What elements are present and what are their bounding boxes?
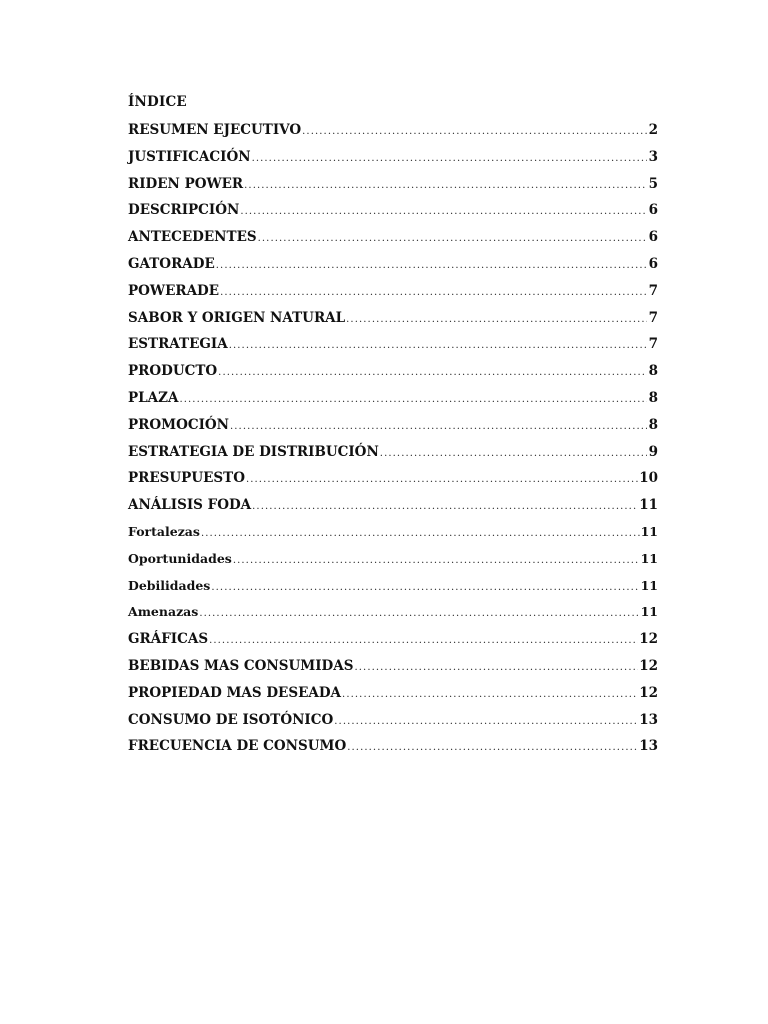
toc-entry <box>128 573 658 600</box>
toc-entry-page-number: 8 <box>648 389 658 406</box>
toc-entry <box>128 599 658 626</box>
toc-entry-label: RESUMEN EJECUTIVO <box>128 122 302 138</box>
toc-entry <box>128 305 658 332</box>
toc-dot-leader <box>346 305 647 334</box>
toc-entry-page-number: 6 <box>648 229 658 246</box>
toc-entry-label: FRECUENCIA DE CONSUMO <box>128 738 347 755</box>
toc-dot-leader <box>380 439 647 468</box>
toc-entry-label: ESTRATEGIA <box>128 336 228 353</box>
toc-dot-leader <box>334 707 638 736</box>
toc-entry <box>128 519 658 546</box>
toc-entry-page-number: 5 <box>648 175 658 192</box>
toc-entry-label: CONSUMO DE ISOTÓNICO <box>128 711 334 728</box>
toc-entry <box>128 707 658 734</box>
toc-entry <box>128 278 658 305</box>
toc-entry-page-number: 2 <box>648 122 658 138</box>
toc-entry-page-number: 6 <box>648 255 658 272</box>
toc-dot-leader <box>347 733 638 762</box>
toc-entry-page-number: 10 <box>639 470 658 487</box>
toc-dot-leader <box>354 653 638 682</box>
toc-dot-leader <box>209 626 638 655</box>
toc-entry <box>128 171 658 198</box>
toc-entry-label: Fortalezas <box>128 523 200 539</box>
toc-dot-leader <box>216 251 647 280</box>
toc-entry-page-number: 12 <box>639 657 658 674</box>
toc-entry <box>128 412 658 439</box>
toc-entry-page-number: 13 <box>639 711 658 728</box>
toc-dot-leader <box>230 412 647 441</box>
toc-entry-label: PROPIEDAD MAS DESEADA <box>128 684 342 701</box>
toc-entry-page-number: 11 <box>640 577 658 593</box>
toc-entry-label: BEBIDAS MAS CONSUMIDAS <box>128 657 354 674</box>
toc-entry <box>128 465 658 492</box>
toc-dot-leader <box>218 358 647 387</box>
toc-entry-page-number: 12 <box>639 684 658 701</box>
toc-entry-page-number: 11 <box>640 550 658 566</box>
toc-entry <box>128 492 658 519</box>
toc-entry <box>128 653 658 680</box>
toc-entry <box>128 224 658 251</box>
toc-entry-label: PRODUCTO <box>128 363 218 380</box>
toc-title: ÍNDICE <box>128 94 187 110</box>
toc-entry-label: JUSTIFICACIÓN <box>128 148 251 165</box>
toc-entry-page-number: 11 <box>639 497 658 514</box>
toc-entry-page-number: 7 <box>648 336 658 353</box>
toc-dot-leader <box>201 519 640 548</box>
toc-list <box>128 117 658 760</box>
toc-entry <box>128 358 658 385</box>
toc-entry <box>128 733 658 760</box>
toc-dot-leader <box>240 197 647 226</box>
toc-entry-page-number: 11 <box>640 523 658 539</box>
toc-dot-leader <box>211 573 639 602</box>
toc-entry-page-number: 6 <box>648 202 658 219</box>
toc-entry <box>128 197 658 224</box>
toc-entry-page-number: 8 <box>648 416 658 433</box>
toc-entry-label: PRESUPUESTO <box>128 470 245 487</box>
toc-entry <box>128 385 658 412</box>
toc-entry <box>128 546 658 573</box>
toc-dot-leader <box>244 171 647 200</box>
toc-entry-label: ESTRATEGIA DE DISTRIBUCIÓN <box>128 443 379 460</box>
toc-entry-page-number: 9 <box>648 443 658 460</box>
toc-entry-page-number: 7 <box>648 309 658 326</box>
toc-entry-label: GRÁFICAS <box>128 631 209 648</box>
toc-entry <box>128 117 658 144</box>
toc-entry <box>128 439 658 466</box>
toc-dot-leader <box>252 144 647 173</box>
table-of-contents <box>128 90 658 760</box>
toc-dot-leader <box>246 465 638 494</box>
toc-entry <box>128 331 658 358</box>
toc-entry-page-number: 13 <box>639 738 658 755</box>
toc-dot-leader <box>229 331 647 360</box>
toc-dot-leader <box>179 385 647 414</box>
toc-entry-label: PLAZA <box>128 389 179 406</box>
toc-entry-page-number: 3 <box>648 148 658 165</box>
toc-entry-label: PROMOCIÓN <box>128 416 229 433</box>
toc-entry <box>128 251 658 278</box>
toc-dot-leader <box>199 599 639 628</box>
toc-dot-leader <box>258 224 647 253</box>
toc-entry-label: Debilidades <box>128 577 211 593</box>
toc-entry <box>128 144 658 171</box>
toc-dot-leader <box>233 546 640 575</box>
toc-entry-label: Oportunidades <box>128 550 232 566</box>
toc-entry-label: Amenazas <box>128 604 199 620</box>
toc-entry <box>128 680 658 707</box>
toc-entry-label: DESCRIPCIÓN <box>128 202 240 219</box>
toc-entry <box>128 626 658 653</box>
toc-entry-page-number: 11 <box>640 604 658 620</box>
toc-dot-leader <box>220 278 647 307</box>
toc-entry-label: RIDEN POWER <box>128 175 244 192</box>
toc-entry-page-number: 8 <box>648 363 658 380</box>
toc-entry-label: ANÁLISIS FODA <box>128 497 252 514</box>
toc-entry-label: ANTECEDENTES <box>128 229 257 246</box>
toc-entry-label: SABOR Y ORIGEN NATURAL <box>128 309 346 326</box>
toc-dot-leader <box>252 492 638 521</box>
toc-entry-label: POWERADE <box>128 282 220 299</box>
toc-entry-page-number: 7 <box>648 282 658 299</box>
toc-entry-label: GATORADE <box>128 255 215 272</box>
toc-dot-leader <box>302 117 647 146</box>
toc-entry-page-number: 12 <box>639 631 658 648</box>
toc-dot-leader <box>342 680 638 709</box>
